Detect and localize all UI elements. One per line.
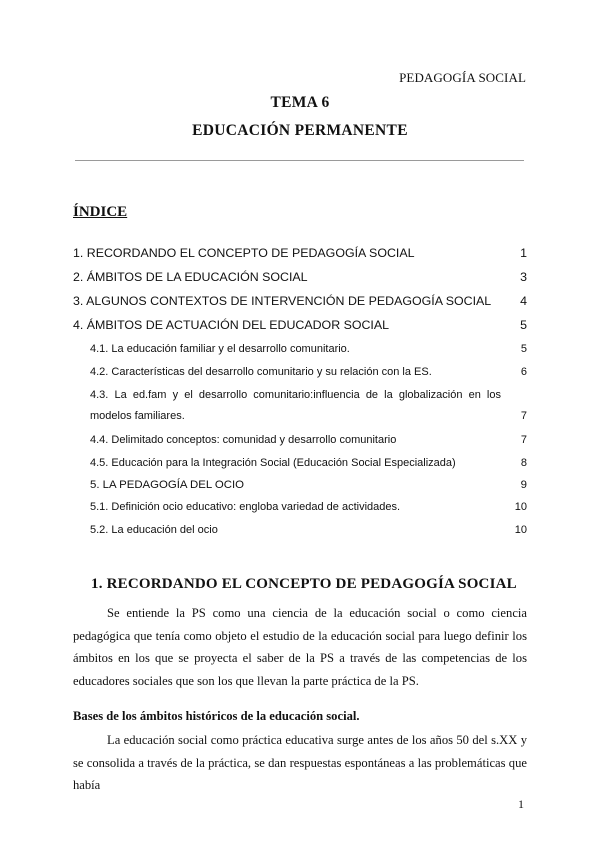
document-title: TEMA 6 <box>270 94 330 111</box>
toc-entry[interactable] <box>73 246 527 260</box>
body-paragraph: La educación social como práctica educativa surge antes de los años 50 del s.XX y se consolida a través de la práctica, se dan respuestas espontáneas a las problemáticas que había <box>73 733 527 792</box>
body-paragraph: Se entiende la PS como una ciencia de la educación social o como ciencia pedagógica que tenía como objeto el estudio de la educación social para luego definir los ámbitos en los que se proyecta el saber de la PS a través de las competencias de los educadores sociales que son los que llevan la parte práctica de la PS. <box>73 606 527 688</box>
toc-entry-label: 2. ÁMBITOS DE LA EDUCACIÓN SOCIAL <box>73 270 308 284</box>
toc-entry-label: 4.2. Características del desarrollo comunitario y su relación con la ES. <box>90 366 432 378</box>
title-divider <box>75 160 524 161</box>
toc-entry-label: 4.1. La educación familiar y el desarrollo comunitario. <box>90 343 350 355</box>
toc-entry-page: 8 <box>520 457 527 469</box>
toc-entry-page: 1 <box>520 246 527 260</box>
toc-subentry[interactable] <box>73 385 527 427</box>
toc-subentry[interactable] <box>73 434 527 446</box>
toc-entry[interactable] <box>73 270 527 284</box>
toc-entry-label: 5.1. Definición ocio educativo: engloba variedad de actividades. <box>90 501 401 513</box>
toc-entry-page: 9 <box>520 479 527 491</box>
toc-entry-label: 3. ALGUNOS CONTEXTOS DE INTERVENCIÓN DE PEDAGOGÍA SOCIAL <box>73 294 492 308</box>
toc-entry-label: 5. LA PEDAGOGÍA DEL OCIO <box>90 479 245 491</box>
toc-entry-page: 3 <box>520 270 527 284</box>
toc-entry-label: 4.3. La ed.fam y el desarrollo comunitario:influencia de la globalización en los modelos familiares. <box>90 389 501 422</box>
toc-entry-page: 7 <box>520 410 527 422</box>
subsection-heading: Bases de los ámbitos históricos de la educación social. <box>73 709 360 723</box>
toc-entry-label: 1. RECORDANDO EL CONCEPTO DE PEDAGOGÍA SOCIAL <box>73 246 415 260</box>
toc-entry-page: 4 <box>520 294 527 308</box>
toc-entry-label: 4.5. Educación para la Integración Social (Educación Social Especializada) <box>90 457 456 469</box>
toc-subentry[interactable] <box>73 343 527 355</box>
toc-entry[interactable] <box>73 318 527 332</box>
toc-subentry[interactable] <box>73 501 527 513</box>
toc-entry-page: 5 <box>520 343 527 355</box>
toc-subentry[interactable] <box>73 366 527 378</box>
toc-entry-page: 6 <box>520 366 527 378</box>
toc-entry-page: 5 <box>520 318 527 332</box>
toc-entry[interactable] <box>73 294 527 308</box>
section-heading: 1. RECORDANDO EL CONCEPTO DE PEDAGOGÍA SOCIAL <box>91 576 517 592</box>
toc-subentry[interactable] <box>73 524 527 536</box>
running-header: PEDAGOGÍA SOCIAL <box>399 70 526 85</box>
toc-entry[interactable] <box>73 479 527 491</box>
index-heading: ÍNDICE <box>73 204 128 220</box>
page-number: 1 <box>518 797 524 811</box>
toc-entry-page: 7 <box>520 434 527 446</box>
document-subtitle: EDUCACIÓN PERMANENTE <box>192 122 408 139</box>
toc-entry-label: 4. ÁMBITOS DE ACTUACIÓN DEL EDUCADOR SOCIAL <box>73 318 390 332</box>
toc-entry-page: 10 <box>514 501 527 513</box>
toc-entry-page: 10 <box>514 524 527 536</box>
toc-entry-label: 5.2. La educación del ocio <box>90 524 218 536</box>
toc-subentry[interactable] <box>73 457 527 469</box>
toc-entry-label: 4.4. Delimitado conceptos: comunidad y desarrollo comunitario <box>90 434 397 446</box>
